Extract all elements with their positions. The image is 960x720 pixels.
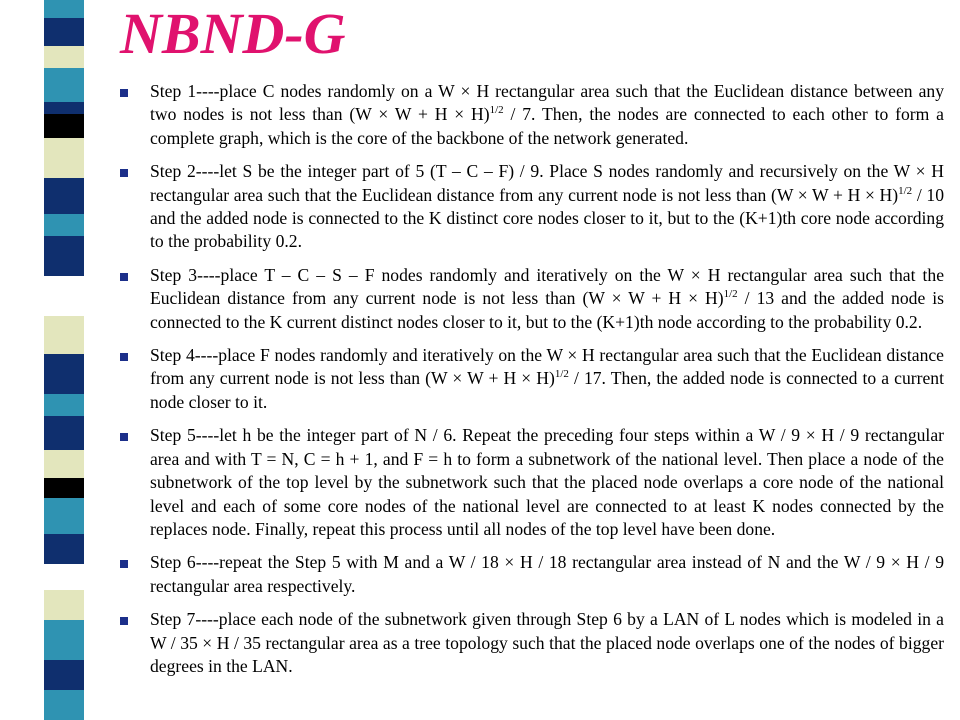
step-text: / 17. Then, the added node is connected to a current node closer to it. (150, 368, 944, 412)
square-bullet-icon (120, 433, 128, 441)
step-3 (118, 264, 944, 334)
exponent: 1/2 (489, 104, 504, 117)
stripe-block (44, 498, 84, 534)
step-text: Step 7----place each node of the subnetwork given through Step 6 by a LAN of L nodes which is modeled in a W / 35 × H / 35 rectangular area as a tree topology such that the placed node overlaps one of the nodes of bigger degrees in the LAN. (150, 609, 944, 676)
square-bullet-icon (120, 89, 128, 97)
step-text: Step 3----place T – C – S – F nodes randomly and iteratively on the W × H rectangular area such that the Euclidean distance from any current node is not less than (W × W + H × H) (150, 264, 944, 309)
stripe-block (44, 478, 84, 498)
stripe-block (44, 68, 84, 102)
stripe-block (44, 534, 84, 564)
step-text: Step 4----place F nodes randomly and iteratively on the W × H rectangular area such that the Euclidean distance from any current node is not less than (W × W + H × H) (150, 345, 944, 389)
step-text: Step 6----repeat the Step 5 with M and a W / 18 × H / 18 rectangular area instead of N and the W / 9 × H / 9 rectangular area respectively. (150, 552, 944, 596)
stripe-block (44, 114, 84, 138)
stripe-block (44, 46, 84, 68)
decorative-stripe (44, 0, 84, 720)
slide-title: NBND-G (120, 1, 346, 66)
stripe-block (44, 214, 84, 236)
step-6 (118, 551, 944, 598)
step-text: / 7. Then, the nodes are connected to each other to form a complete graph, which is the core of the backbone of the network generated. (150, 104, 944, 148)
step-4 (118, 344, 944, 414)
exponent: 1/2 (898, 184, 913, 197)
stripe-block (44, 276, 84, 316)
stripe-block (44, 316, 84, 354)
stripe-block (44, 590, 84, 620)
step-1 (118, 80, 944, 150)
steps-list (118, 80, 944, 688)
step-text: Step 5----let h be the integer part of N / 6. Repeat the preceding four steps within a W / 9 × H / 9 rectangular area and with T = N, C = h + 1, and F = h to form a subnetwork of the national level. Then place a node of the subnetwork of the top level by the subnetwork such that the placed node overlaps a core node of the national level and each of some core nodes of the national level are connected to at least K nodes connected by the replaces node. Finally, repeat this process until all nodes of the top level have been done. (150, 425, 944, 539)
stripe-block (44, 18, 84, 46)
square-bullet-icon (120, 353, 128, 361)
step-text: Step 2----let S be the integer part of 5 (T – C – F) / 9. Place S nodes randomly and recursively on the W × H rectangular area such that the Euclidean distance from any current node is not less than (W × W + H × H) (150, 161, 944, 205)
step-2 (118, 160, 944, 254)
stripe-block (44, 354, 84, 394)
step-text: Step 1----place C nodes randomly on a W × H rectangular area such that the Euclidean distance between any two nodes is not less than (W × W + H × H) (150, 81, 944, 125)
step-text: / 13 and the added node is connected to the K current distinct nodes closer to it, but to the (K+1)th node according to the probability 0.2. (150, 288, 944, 332)
stripe-block (44, 394, 84, 416)
stripe-block (44, 178, 84, 214)
stripe-block (44, 416, 84, 450)
step-7 (118, 608, 944, 678)
stripe-block (44, 620, 84, 660)
exponent: 1/2 (554, 368, 569, 381)
step-5 (118, 424, 944, 541)
square-bullet-icon (120, 273, 128, 281)
stripe-block (44, 236, 84, 276)
stripe-block (44, 564, 84, 590)
stripe-block (44, 450, 84, 478)
stripe-block (44, 0, 84, 18)
stripe-block (44, 102, 84, 114)
square-bullet-icon (120, 169, 128, 177)
stripe-block (44, 660, 84, 690)
stripe-block (44, 138, 84, 178)
exponent: 1/2 (723, 288, 738, 301)
square-bullet-icon (120, 560, 128, 568)
step-text: / 10 and the added node is connected to the K distinct core nodes closer to it, but to the (K+1)th core node according to the probability 0.2. (150, 184, 944, 252)
square-bullet-icon (120, 617, 128, 625)
stripe-block (44, 690, 84, 720)
